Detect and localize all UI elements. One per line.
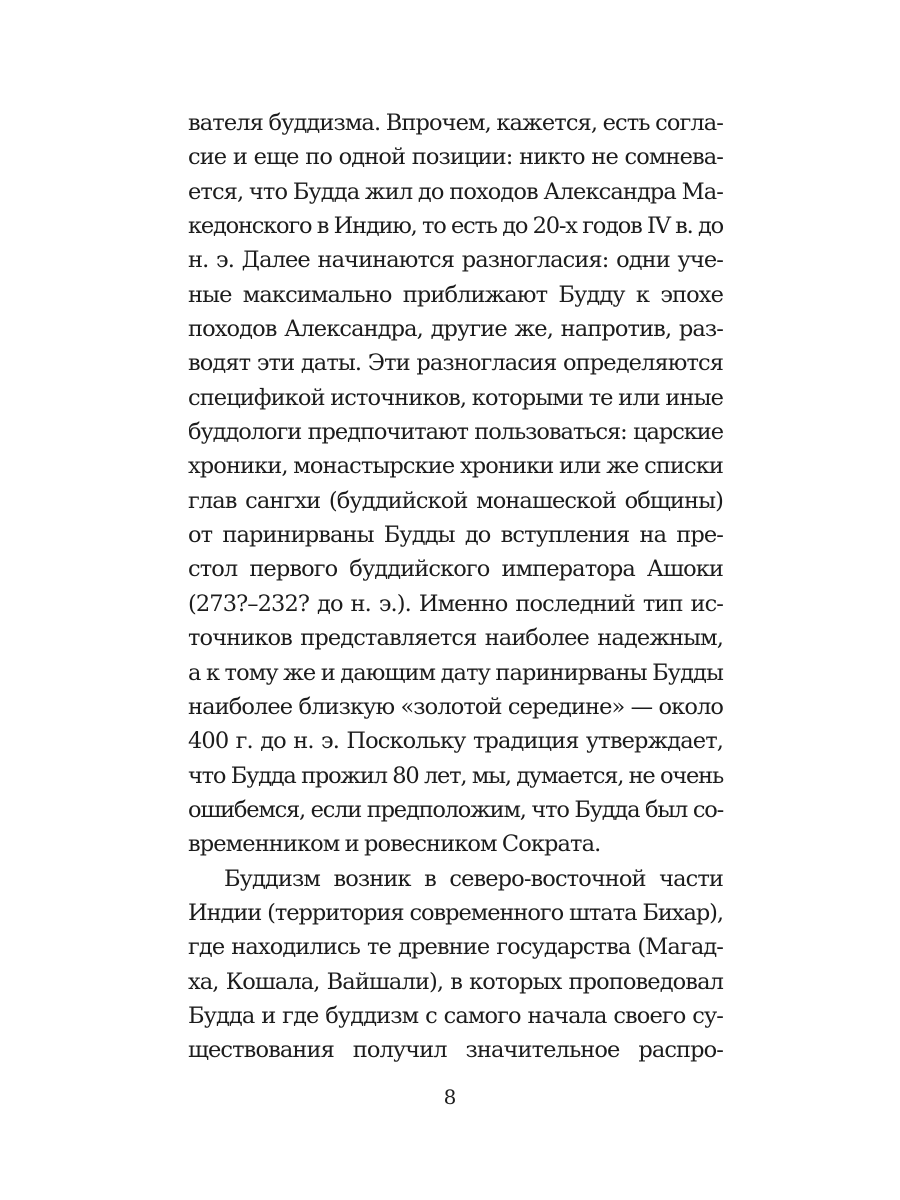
text-line-4: кедонского в Индию, то есть до 20-х годов IV в. до [188, 213, 723, 240]
text-line-8: водят эти даты. Эти разногласия определяются [188, 350, 723, 377]
text-line-2: сие и еще по одной позиции: никто не сомнева- [188, 144, 723, 171]
text-line-25: где находились те древние государства (Магад- [188, 934, 723, 961]
page-number: 8 [443, 1085, 457, 1109]
text-line-5: н. э. Далее начинаются разногласия: одни уче- [188, 247, 723, 274]
text-line-6: ные максимально приближают Будду к эпохе [188, 281, 723, 308]
text-line-10: буддологи предпочитают пользоваться: царские [188, 419, 723, 446]
body-text [188, 106, 723, 1068]
text-line-28: ществования получил значительное распро- [188, 1037, 723, 1064]
text-line-13: от паринирваны Будды до вступления на пре- [188, 522, 723, 549]
text-line-11: хроники, монастырские хроники или же списки [188, 453, 723, 480]
text-line-12: глав сангхи (буддийской монашеской общины) [188, 487, 723, 514]
text-line-20: что Будда прожил 80 лет, мы, думается, не очень [188, 762, 723, 789]
text-line-26: ха, Кошала, Вайшали), в которых проповедовал [188, 968, 723, 995]
text-line-27: Будда и где буддизм с самого начала своего су- [188, 1002, 723, 1029]
text-line-14: стол первого буддийского императора Ашоки [188, 556, 723, 583]
text-line-18: наиболее близкую «золотой середине» — около [188, 693, 723, 720]
text-line-19: 400 г. до н. э. Поскольку традиция утверждает, [188, 728, 723, 755]
text-line-24: Индии (территория современного штата Бихар), [188, 899, 723, 926]
text-line-7: походов Александра, другие же, напротив, раз- [188, 316, 723, 343]
text-line-16: точников представляется наиболее надежным, [188, 625, 723, 652]
text-line-21: ошибемся, если предположим, что Будда был со- [188, 796, 723, 823]
text-line-3: ется, что Будда жил до походов Александра Ма- [188, 178, 723, 205]
text-line-9: спецификой источников, которыми те или иные [188, 384, 723, 411]
text-line-22: временником и ровесником Сократа. [188, 831, 601, 858]
text-line-23: Буддизм возник в северо-восточной части [224, 865, 723, 892]
text-line-1: вателя буддизма. Впрочем, кажется, есть согла- [188, 110, 723, 136]
text-line-17: а к тому же и дающим дату паринирваны Будды [188, 659, 723, 686]
text-line-15: (273?–232? до н. э.). Именно последний тип ис- [188, 590, 723, 617]
